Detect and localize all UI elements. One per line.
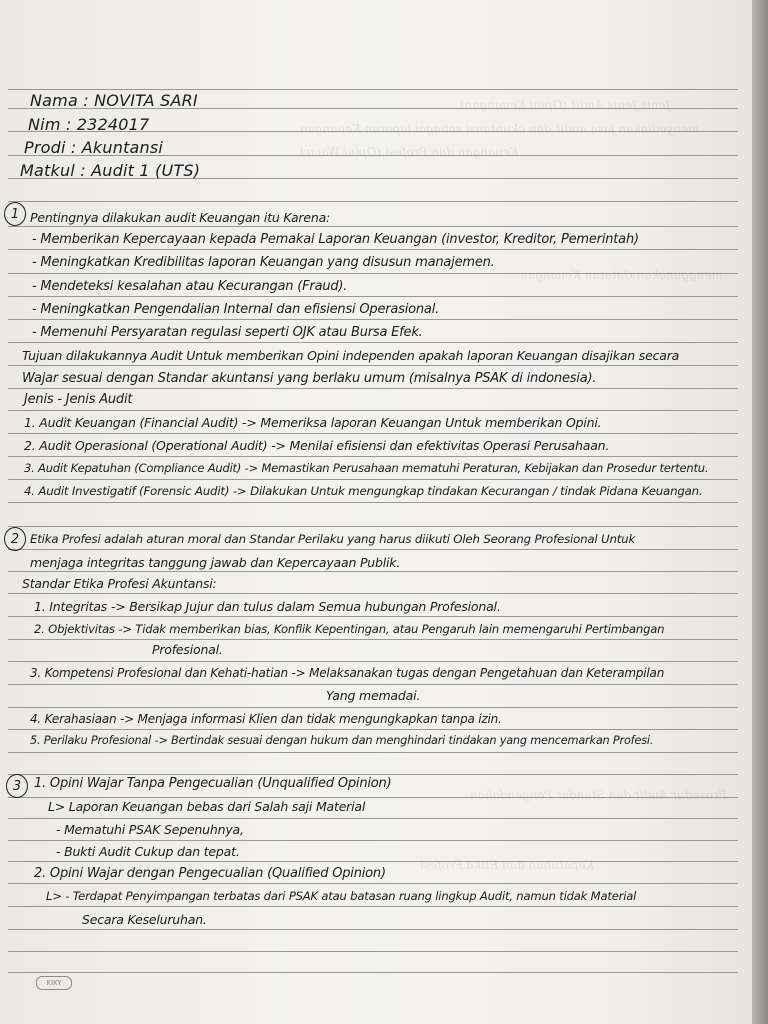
ruled-line bbox=[8, 456, 738, 457]
q1-purpose: Tujuan dilakukannya Audit Untuk memberikan Opini independen apakah laporan Keuangan disajikan secara bbox=[22, 348, 680, 363]
student-nim: Nim : 2324017 bbox=[28, 115, 150, 134]
bleed-through-text: menyediakan jasa audit dan akuntansi sebagai laporan Keuangan bbox=[300, 122, 700, 136]
q2-standards-title: Standar Etika Profesi Akuntansi: bbox=[22, 576, 217, 591]
bleed-through-text: Keuangan dan Profesi (Opini Wajar) bbox=[300, 145, 519, 159]
ruled-line bbox=[8, 388, 738, 389]
q3-line: 1. Opini Wajar Tanpa Pengecualian (Unqualified Opinion) bbox=[34, 776, 392, 791]
question-number-1: 1 bbox=[4, 202, 26, 226]
ruled-line bbox=[8, 342, 738, 343]
q3-line: Secara Keseluruhan. bbox=[82, 912, 207, 927]
q1-types-title: Jenis - Jenis Audit bbox=[24, 392, 133, 407]
q1-type-item: 4. Audit Investigatif (Forensic Audit) -> Dilakukan Untuk mengungkap tindakan Kecurangan / tindak Pidana Keuangan. bbox=[24, 484, 703, 498]
ruled-line bbox=[8, 201, 738, 202]
ruled-line bbox=[8, 319, 738, 320]
ruled-line bbox=[8, 526, 738, 527]
ruled-line bbox=[8, 951, 738, 952]
q1-type-item: 1. Audit Keuangan (Financial Audit) -> Memeriksa laporan Keuangan Untuk memberikan Opini. bbox=[24, 415, 602, 430]
ruled-line bbox=[8, 818, 738, 819]
q1-bullet: - Meningkatkan Kredibilitas laporan Keuangan yang disusun manajemen. bbox=[32, 255, 495, 270]
q2-item: Profesional. bbox=[152, 642, 223, 657]
course: Matkul : Audit 1 (UTS) bbox=[20, 161, 201, 180]
q1-bullet: - Mendeteksi kesalahan atau Kecurangan (Fraud). bbox=[32, 279, 348, 294]
ruled-line bbox=[8, 479, 738, 480]
question-number-3: 3 bbox=[6, 774, 28, 798]
ruled-line bbox=[8, 410, 738, 411]
bleed-through-text: Jenis Jenis Audit (Opini Keuangan) bbox=[460, 98, 671, 112]
q2-item: 1. Integritas -> Bersikap Jujur dan tulus dalam Semua hubungan Profesional. bbox=[34, 599, 501, 614]
ruled-line bbox=[8, 571, 738, 572]
ruled-line bbox=[8, 906, 738, 907]
ruled-line bbox=[8, 729, 738, 730]
ruled-line bbox=[8, 616, 738, 617]
q2-item: 5. Perilaku Profesional -> Bertindak sesuai dengan hukum dan menghindari tindakan yang mencemarkan Profesi. bbox=[30, 734, 654, 747]
q1-type-item: 3. Audit Kepatuhan (Compliance Audit) -> Memastikan Perusahaan mematuhi Peraturan, Kebijakan dan Prosedur tertentu. bbox=[24, 461, 709, 475]
q2-definition: menjaga integritas tanggung jawab dan Kepercayaan Publik. bbox=[30, 555, 401, 570]
q1-bullet: - Memenuhi Persyaratan regulasi seperti OJK atau Bursa Efek. bbox=[32, 325, 423, 340]
bleed-through-text: Prosedur Audit dan Standar Pengendalian bbox=[470, 788, 727, 802]
q3-line: 2. Opini Wajar dengan Pengecualian (Qualified Opinion) bbox=[34, 866, 386, 881]
q1-bullet: - Memberikan Kepercayaan kepada Pemakai Laporan Keuangan (investor, Kreditor, Pemerintah) bbox=[32, 232, 639, 247]
ruled-line bbox=[8, 249, 738, 250]
q2-item: 3. Kompetensi Profesional dan Kehati-hatian -> Melaksanakan tugas dengan Pengetahuan dan Keterampilan bbox=[30, 666, 665, 680]
ruled-line bbox=[8, 365, 738, 366]
ruled-line bbox=[8, 593, 738, 594]
ruled-line bbox=[8, 661, 738, 662]
ruled-line bbox=[8, 883, 738, 884]
ruled-line bbox=[8, 549, 738, 550]
ruled-line bbox=[8, 684, 738, 685]
ruled-line bbox=[8, 296, 738, 297]
q1-bullet: - Meningkatkan Pengendalian Internal dan efisiensi Operasional. bbox=[32, 302, 440, 317]
ruled-line bbox=[8, 840, 738, 841]
question-number-2: 2 bbox=[4, 527, 26, 551]
q1-intro: Pentingnya dilakukan audit Keuangan itu Karena: bbox=[30, 210, 331, 225]
ruled-line bbox=[8, 861, 738, 862]
ruled-line bbox=[8, 639, 738, 640]
bleed-through-text: Kepatuhan dan Etika Profesi bbox=[420, 858, 595, 872]
ruled-line bbox=[8, 774, 738, 775]
ruled-line bbox=[8, 972, 738, 973]
q2-definition: Etika Profesi adalah aturan moral dan Standar Perilaku yang harus diikuti Oleh Seorang Profesional Untuk bbox=[30, 532, 636, 546]
ruled-line bbox=[8, 707, 738, 708]
q3-line: - Bukti Audit Cukup dan tepat. bbox=[56, 844, 240, 859]
notebook-brand-logo: KIKY bbox=[36, 976, 72, 990]
ruled-line bbox=[8, 226, 738, 227]
ruled-line bbox=[8, 433, 738, 434]
q2-item: 2. Objektivitas -> Tidak memberikan bias, Konflik Kepentingan, atau Pengaruh lain memengaruhi Pertimbangan bbox=[34, 622, 665, 636]
bleed-through-text: menggunakan Catatan Keuangan bbox=[520, 268, 723, 282]
q3-line: - Mematuhi PSAK Sepenuhnya, bbox=[56, 822, 244, 837]
q3-line: L> - Terdapat Penyimpangan terbatas dari PSAK atau batasan ruang lingkup Audit, namun tidak Material bbox=[46, 889, 637, 903]
q2-item: Yang memadai. bbox=[326, 688, 421, 703]
ruled-line bbox=[8, 752, 738, 753]
ruled-line bbox=[8, 502, 738, 503]
q1-type-item: 2. Audit Operasional (Operational Audit) -> Menilai efisiensi dan efektivitas Operasi Perusahaan. bbox=[24, 438, 610, 453]
q2-item: 4. Kerahasiaan -> Menjaga informasi Klien dan tidak mengungkapkan tanpa izin. bbox=[30, 712, 502, 726]
page-edge-shadow bbox=[752, 0, 768, 1024]
ruled-line bbox=[8, 89, 738, 90]
student-name: Nama : NOVITA SARI bbox=[30, 91, 198, 110]
q3-line: L> Laporan Keuangan bebas dari Salah saji Material bbox=[48, 799, 366, 814]
ruled-line bbox=[8, 929, 738, 930]
study-program: Prodi : Akuntansi bbox=[24, 138, 164, 157]
q1-purpose: Wajar sesuai dengan Standar akuntansi yang berlaku umum (misalnya PSAK di indonesia). bbox=[22, 371, 597, 386]
